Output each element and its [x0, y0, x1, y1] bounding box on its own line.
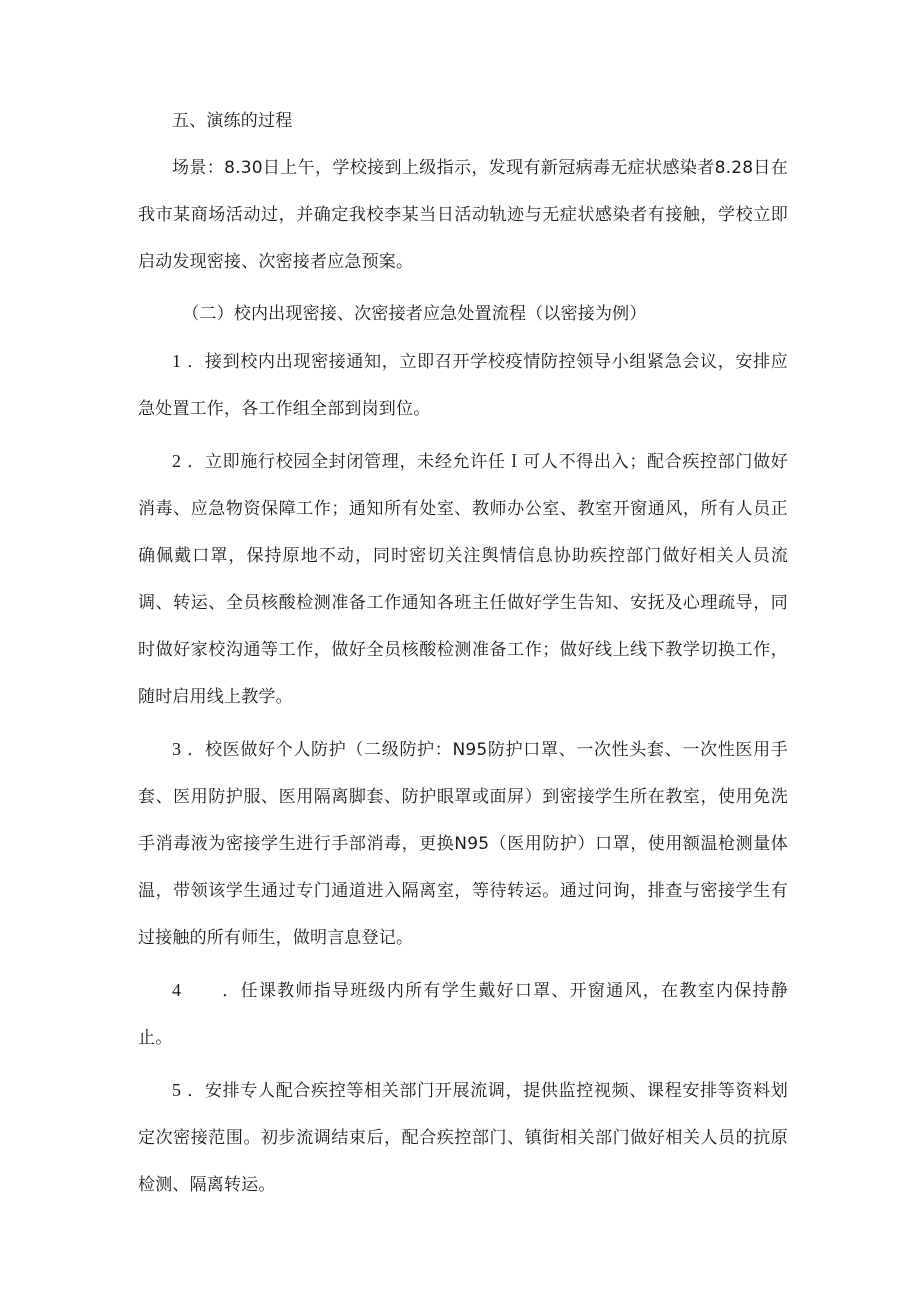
- list-item-number: 4: [172, 980, 182, 1000]
- scenario-paragraph: [138, 145, 788, 286]
- subsection-heading: [138, 291, 788, 338]
- list-item-text: ．任课教师指导班级内所有学生戴好口罩、开窗通风，在教室内保持静止。: [138, 981, 788, 1048]
- list-item-number: 3: [172, 739, 182, 759]
- list-item-2: [138, 438, 788, 721]
- list-item-text: ．接到校内出现密接通知，立即召开学校疫情防控领导小组紧急会议，安排应急处置工作，各工作组全部到岗到位。: [138, 352, 788, 419]
- list-item-3: [138, 726, 788, 962]
- scenario-text: 场景：8.30日上午，学校接到上级指示，发现有新冠病毒无症状感染者8.28日在我市某商场活动过，并确定我校李某当日活动轨迹与无症状感染者有接触，学校立即启动发现密接、次密接者应急预案。: [138, 158, 788, 272]
- list-item-text: ．安排专人配合疾控等相关部门开展流调，提供监控视频、课程安排等资料划定次密接范围。初步流调结束后，配合疾控部门、镇街相关部门做好相关人员的抗原检测、隔离转运。: [138, 1081, 788, 1195]
- list-item-number: 1: [172, 351, 182, 371]
- document-body: [138, 98, 788, 1214]
- list-item-text: ．立即施行校园全封闭管理，未经允许任Ｉ可人不得出入；配合疾控部门做好消毒、应急物资保障工作；通知所有处室、教师办公室、教室开窗通风，所有人员正确佩戴口罩，保持原地不动，同时密切关注舆情信息协助疾控部门做好相关人员流调、转运、全员核酸检测准备工作通知各班主任做好学生告知、安抚及心理疏导，同时做好家校沟通等工作，做好全员核酸检测准备工作；做好线上线下教学切换工作，随时启用线上教学。: [138, 452, 788, 707]
- list-item-5: [138, 1067, 788, 1209]
- list-item-text: ．校医做好个人防护（二级防护：N95防护口罩、一次性头套、一次性医用手套、医用防护服、医用隔离脚套、防护眼罩或面屏）到密接学生所在教室，使用免洗手消毒液为密接学生进行手部消毒，更换N95（医用防护）口罩，使用额温枪测量体温，带领该学生通过专门通道进入隔离室，等待转运。通过问询，排查与密接学生有过接触的所有师生，做明言息登记。: [138, 740, 788, 948]
- list-item-1: [138, 338, 788, 433]
- list-item-number: 2: [172, 451, 182, 471]
- subsection-heading-text: （二）校内出现密接、次密接者应急处置流程（以密接为例）: [182, 304, 647, 324]
- list-item-number: 5: [172, 1080, 182, 1100]
- section-heading-text: 五、演练的过程: [172, 111, 293, 131]
- list-item-4: [138, 967, 788, 1062]
- section-heading: [138, 98, 788, 145]
